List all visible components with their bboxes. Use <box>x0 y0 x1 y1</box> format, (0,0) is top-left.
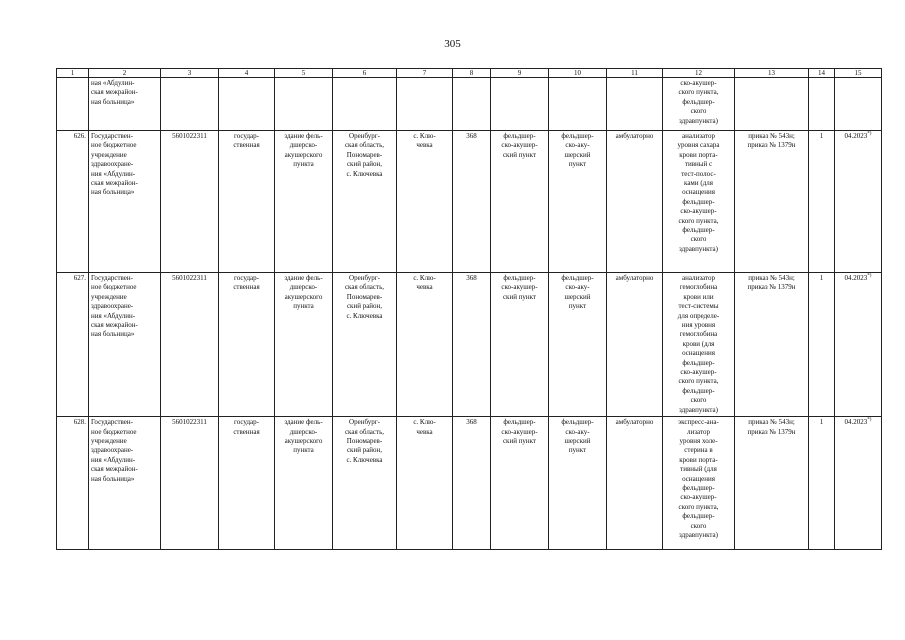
table-cell <box>161 78 219 131</box>
address: Оренбург- ская область, Пономарев- ский район, с. Ключевка <box>344 132 385 178</box>
ownership: государ- ственная <box>233 274 260 292</box>
date-footnote: *) <box>867 131 872 137</box>
quantity: 1 <box>809 131 835 273</box>
care-type: амбулаторно <box>607 417 663 550</box>
date: 04.2023 <box>844 132 868 140</box>
date-footnote: *) <box>867 417 872 423</box>
table-cell <box>735 78 809 131</box>
header-cell: 8 <box>453 69 491 78</box>
date-cell <box>835 417 882 550</box>
header-row <box>57 69 882 78</box>
ownership: государ- ственная <box>233 418 260 436</box>
continuation-row <box>57 78 882 131</box>
date-footnote: *) <box>867 273 872 279</box>
locality: с. Клю- чевка <box>413 132 436 150</box>
table-cell <box>89 78 161 131</box>
subunit: фельдшер- ско-аку- шерский пункт <box>561 274 594 311</box>
inn-cell: 5601022311 <box>161 417 219 550</box>
table-cell <box>491 131 549 273</box>
table-cell <box>397 78 453 131</box>
ownership: государ- ственная <box>233 132 260 150</box>
subunit: фельдшер- ско-аку- шерский пункт <box>561 132 594 169</box>
table-cell <box>735 273 809 417</box>
header-cell: 14 <box>809 69 835 78</box>
table-cell <box>333 273 397 417</box>
code-cell: 368 <box>453 417 491 550</box>
page-number: 305 <box>444 38 461 50</box>
inn-cell: 5601022311 <box>161 273 219 417</box>
header-cell: 15 <box>835 69 882 78</box>
table-cell <box>549 131 607 273</box>
table-cell <box>219 273 275 417</box>
unit: фельдшер- ско-акушер- ский пункт <box>501 418 538 445</box>
table-cell <box>735 131 809 273</box>
table-row <box>57 273 882 417</box>
table-cell <box>809 78 835 131</box>
equipment: анализатор гемоглобина крови или тест-системы для определе- ния уровня гемоглобина крови (для оснащения фельдшер- ско-акушер- ского пункта, фельдшер- ского здравпункта) <box>677 274 720 414</box>
equipment-continued: ско-акушер- ского пункта, фельдшер- ского здравпункта) <box>678 79 719 125</box>
table-cell <box>663 78 735 131</box>
table-cell <box>549 78 607 131</box>
table-row <box>57 417 882 550</box>
address: Оренбург- ская область, Пономарев- ский район, с. Ключевка <box>344 274 385 320</box>
header-cell: 13 <box>735 69 809 78</box>
header-cell: 3 <box>161 69 219 78</box>
quantity: 1 <box>809 417 835 550</box>
table-cell <box>453 78 491 131</box>
table-cell <box>89 417 161 550</box>
equipment: анализатор уровня сахара крови порта- тивный с тест-полос- ками (для оснащения фельдшер- ско-акушер- ского пункта, фельдшер- ского здравпункта) <box>677 132 720 253</box>
header-cell: 11 <box>607 69 663 78</box>
table-cell <box>219 131 275 273</box>
code-cell: 368 <box>453 131 491 273</box>
table-cell <box>397 131 453 273</box>
table-cell <box>491 78 549 131</box>
row-number: 626. <box>57 131 89 273</box>
code-cell: 368 <box>453 273 491 417</box>
registry-table <box>56 68 882 550</box>
table-cell <box>89 273 161 417</box>
table-cell <box>663 131 735 273</box>
table-cell <box>57 78 89 131</box>
locality: с. Клю- чевка <box>413 418 436 436</box>
header-cell: 9 <box>491 69 549 78</box>
care-type: амбулаторно <box>607 131 663 273</box>
row-number: 628. <box>57 417 89 550</box>
table-cell <box>607 78 663 131</box>
order-ref: приказ № 543н; приказ № 1379н <box>747 132 796 150</box>
table-row <box>57 131 882 273</box>
subunit: фельдшер- ско-аку- шерский пункт <box>561 418 594 455</box>
header-cell: 6 <box>333 69 397 78</box>
org-name: Государствен- ное бюджетное учреждение здравоохране- ния «Абдулин- ская межрайон- ная больница» <box>91 274 138 339</box>
header-cell: 4 <box>219 69 275 78</box>
header-cell: 2 <box>89 69 161 78</box>
org-name: Государствен- ное бюджетное учреждение здравоохране- ния «Абдулин- ская межрайон- ная больница» <box>91 418 138 483</box>
table-cell <box>275 417 333 550</box>
table-cell <box>89 131 161 273</box>
order-ref: приказ № 543н; приказ № 1379н <box>747 274 796 292</box>
header-cell: 5 <box>275 69 333 78</box>
table-cell <box>663 417 735 550</box>
org-name-continued: ная «Абдулин- ская межрайон- ная больница» <box>91 79 138 106</box>
date: 04.2023 <box>844 418 868 427</box>
header-cell: 10 <box>549 69 607 78</box>
inn-cell: 5601022311 <box>161 131 219 273</box>
building: здание фель- дшерско- акушерского пункта <box>284 132 323 169</box>
care-type: амбулаторно <box>607 273 663 417</box>
table-cell <box>397 417 453 550</box>
table-cell <box>663 273 735 417</box>
header-cell: 12 <box>663 69 735 78</box>
table-cell <box>549 273 607 417</box>
table-cell <box>835 78 882 131</box>
table-cell <box>491 417 549 550</box>
table-cell <box>333 417 397 550</box>
equipment: экспресс-ана- лизатор уровня холе- стерина в крови порта- тивный (для оснащения фельдшер- ско-акушер- ского пункта, фельдшер- ского здравпункта) <box>678 418 719 539</box>
date: 04.2023 <box>844 274 868 282</box>
locality: с. Клю- чевка <box>413 274 436 292</box>
date-cell <box>835 131 882 273</box>
table-cell <box>275 131 333 273</box>
quantity: 1 <box>809 273 835 417</box>
org-name: Государствен- ное бюджетное учреждение здравоохране- ния «Абдулин- ская межрайон- ная больница» <box>91 132 138 197</box>
unit: фельдшер- ско-акушер- ский пункт <box>501 274 538 301</box>
unit: фельдшер- ско-акушер- ский пункт <box>501 132 538 159</box>
table-cell <box>333 131 397 273</box>
table-cell <box>549 417 607 550</box>
table-cell <box>735 417 809 550</box>
order-ref: приказ № 543н; приказ № 1379н <box>747 418 796 436</box>
table-cell <box>397 273 453 417</box>
header-cell: 1 <box>57 69 89 78</box>
table-cell <box>219 417 275 550</box>
header-cell: 7 <box>397 69 453 78</box>
table-cell <box>275 78 333 131</box>
building: здание фель- дшерско- акушерского пункта <box>284 418 323 455</box>
table-cell <box>491 273 549 417</box>
building: здание фель- дшерско- акушерского пункта <box>284 274 323 311</box>
table-cell <box>333 78 397 131</box>
table-cell <box>219 78 275 131</box>
address: Оренбург- ская область, Пономарев- ский район, с. Ключевка <box>344 418 385 464</box>
row-number: 627. <box>57 273 89 417</box>
table-cell <box>275 273 333 417</box>
date-cell <box>835 273 882 417</box>
